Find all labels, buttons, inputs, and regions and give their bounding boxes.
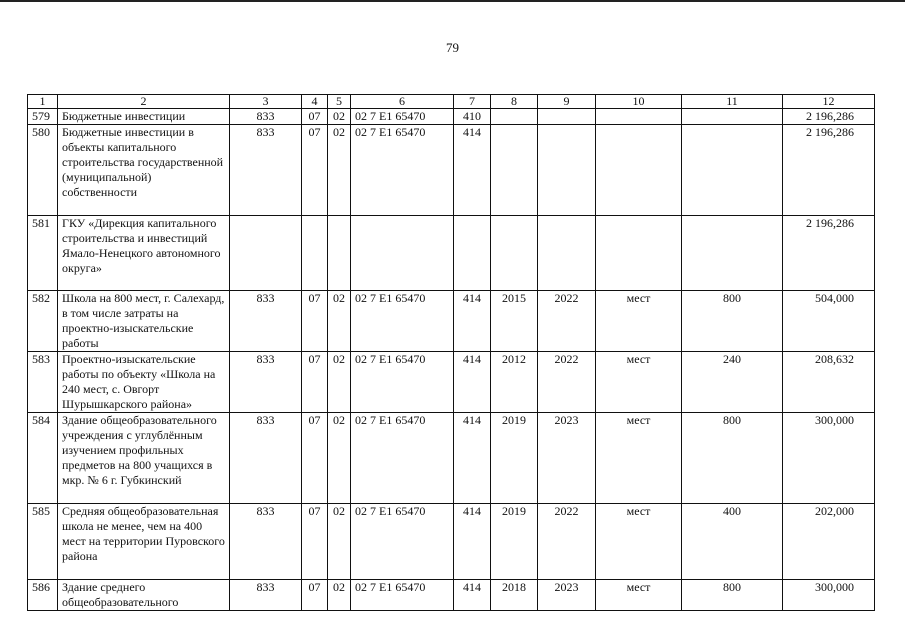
cell-col12: 2 196,286 [783, 125, 875, 216]
row-description: Средняя общеобразовательная школа не менее, чем на 400 мест на территории Пуровского района [58, 504, 230, 580]
cell-col9: 2023 [538, 413, 596, 504]
cell-col7: 414 [454, 352, 491, 413]
cell-col11: 240 [682, 352, 783, 413]
cell-col11: 800 [682, 291, 783, 352]
cell-col8 [491, 125, 538, 216]
cell-col8: 2019 [491, 413, 538, 504]
cell-col3: 833 [230, 352, 302, 413]
cell-col9: 2022 [538, 291, 596, 352]
cell-col4: 07 [302, 580, 328, 611]
column-header: 5 [328, 95, 351, 109]
row-description: Здание среднего общеобразовательного [58, 580, 230, 611]
cell-col11: 800 [682, 413, 783, 504]
cell-col12: 202,000 [783, 504, 875, 580]
cell-col4 [302, 216, 328, 291]
cell-col12: 300,000 [783, 413, 875, 504]
cell-col3: 833 [230, 413, 302, 504]
cell-col4: 07 [302, 413, 328, 504]
row-description: Бюджетные инвестиции [58, 109, 230, 125]
cell-col9 [538, 125, 596, 216]
cell-col4: 07 [302, 504, 328, 580]
row-number: 583 [28, 352, 58, 413]
row-description: Бюджетные инвестиции в объекты капитального строительства государственной (муниципальной) собственности [58, 125, 230, 216]
cell-col12: 2 196,286 [783, 216, 875, 291]
row-number: 586 [28, 580, 58, 611]
table-row [28, 413, 875, 504]
table-row [28, 216, 875, 291]
cell-col6: 02 7 Е1 65470 [351, 125, 454, 216]
cell-col8 [491, 109, 538, 125]
cell-col8: 2019 [491, 504, 538, 580]
budget-table [27, 94, 875, 611]
cell-col11 [682, 109, 783, 125]
table-row [28, 504, 875, 580]
cell-col5 [328, 216, 351, 291]
cell-col5: 02 [328, 352, 351, 413]
column-header: 9 [538, 95, 596, 109]
column-header: 6 [351, 95, 454, 109]
cell-col9 [538, 216, 596, 291]
table-row [28, 109, 875, 125]
cell-col5: 02 [328, 413, 351, 504]
cell-col9 [538, 109, 596, 125]
cell-col11 [682, 216, 783, 291]
cell-col3: 833 [230, 580, 302, 611]
cell-col7: 410 [454, 109, 491, 125]
column-header: 3 [230, 95, 302, 109]
cell-col7 [454, 216, 491, 291]
cell-col4: 07 [302, 109, 328, 125]
table-row [28, 352, 875, 413]
table-row [28, 291, 875, 352]
cell-col3 [230, 216, 302, 291]
cell-col12: 300,000 [783, 580, 875, 611]
row-description: Здание общеобразовательного учреждения с углублённым изучением профильных предметов на 800 учащихся в мкр. № 6 г. Губкинский [58, 413, 230, 504]
cell-col9: 2022 [538, 504, 596, 580]
cell-col10: мест [596, 413, 682, 504]
cell-col10 [596, 216, 682, 291]
row-number: 585 [28, 504, 58, 580]
cell-col10: мест [596, 504, 682, 580]
row-description: Школа на 800 мест, г. Салехард, в том числе затраты на проектно-изыскательские работы [58, 291, 230, 352]
cell-col6: 02 7 Е1 65470 [351, 580, 454, 611]
row-description: ГКУ «Дирекция капитального строительства и инвестиций Ямало-Ненецкого автономного округа» [58, 216, 230, 291]
cell-col6: 02 7 Е1 65470 [351, 291, 454, 352]
row-description: Проектно-изыскательские работы по объекту «Школа на 240 мест, с. Овгорт Шурышкарского района» [58, 352, 230, 413]
cell-col6: 02 7 Е1 65470 [351, 504, 454, 580]
cell-col10 [596, 125, 682, 216]
cell-col5: 02 [328, 291, 351, 352]
cell-col6: 02 7 Е1 65470 [351, 352, 454, 413]
cell-col3: 833 [230, 109, 302, 125]
cell-col4: 07 [302, 125, 328, 216]
column-header: 12 [783, 95, 875, 109]
cell-col10: мест [596, 352, 682, 413]
cell-col5: 02 [328, 125, 351, 216]
cell-col10: мест [596, 291, 682, 352]
column-header: 11 [682, 95, 783, 109]
cell-col6: 02 7 Е1 65470 [351, 109, 454, 125]
row-number: 581 [28, 216, 58, 291]
cell-col4: 07 [302, 291, 328, 352]
cell-col3: 833 [230, 125, 302, 216]
row-number: 584 [28, 413, 58, 504]
top-border-line [0, 0, 905, 2]
cell-col8: 2015 [491, 291, 538, 352]
cell-col12: 504,000 [783, 291, 875, 352]
cell-col7: 414 [454, 504, 491, 580]
page-number: 79 [446, 40, 459, 55]
cell-col9: 2022 [538, 352, 596, 413]
cell-col7: 414 [454, 580, 491, 611]
cell-col11: 800 [682, 580, 783, 611]
column-header: 10 [596, 95, 682, 109]
cell-col10: мест [596, 580, 682, 611]
column-header: 2 [58, 95, 230, 109]
cell-col6 [351, 216, 454, 291]
cell-col7: 414 [454, 125, 491, 216]
cell-col9: 2023 [538, 580, 596, 611]
cell-col5: 02 [328, 580, 351, 611]
cell-col10 [596, 109, 682, 125]
row-number: 579 [28, 109, 58, 125]
cell-col3: 833 [230, 504, 302, 580]
cell-col12: 208,632 [783, 352, 875, 413]
column-header: 4 [302, 95, 328, 109]
table-header-row [28, 95, 875, 109]
cell-col5: 02 [328, 109, 351, 125]
cell-col8: 2018 [491, 580, 538, 611]
cell-col6: 02 7 Е1 65470 [351, 413, 454, 504]
column-header: 8 [491, 95, 538, 109]
row-number: 580 [28, 125, 58, 216]
cell-col8 [491, 216, 538, 291]
cell-col3: 833 [230, 291, 302, 352]
cell-col4: 07 [302, 352, 328, 413]
row-number: 582 [28, 291, 58, 352]
cell-col5: 02 [328, 504, 351, 580]
column-header: 1 [28, 95, 58, 109]
cell-col11: 400 [682, 504, 783, 580]
cell-col12: 2 196,286 [783, 109, 875, 125]
cell-col8: 2012 [491, 352, 538, 413]
column-header: 7 [454, 95, 491, 109]
cell-col11 [682, 125, 783, 216]
table-row [28, 125, 875, 216]
table-row [28, 580, 875, 611]
cell-col7: 414 [454, 413, 491, 504]
cell-col7: 414 [454, 291, 491, 352]
